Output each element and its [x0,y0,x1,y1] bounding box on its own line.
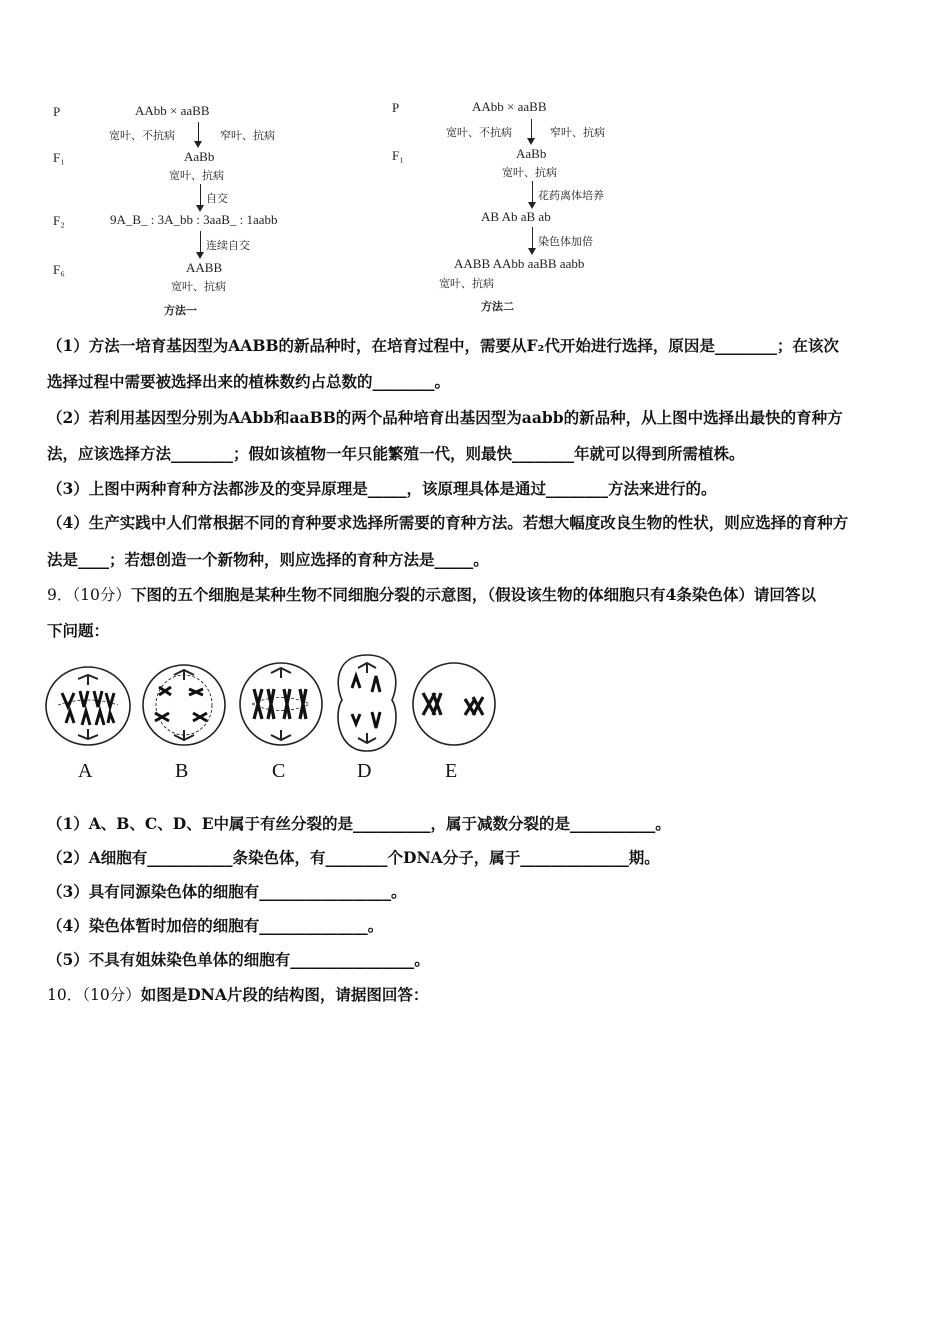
q8-part2-line1: （2）若利用基因型分别为AAbb和aaBB的两个品种培育出基因型为aabb的新品种，从上图中选择出最快的育种方 [47,408,843,427]
cell-c-figure [238,661,324,747]
q9-stem-line1 [47,585,816,605]
m1-arrow-2 [200,184,201,206]
m1-caption: 方法一 [164,305,197,317]
m1-arrow-1 [198,122,199,142]
q10-stem-text: 如图是DNA片段的结构图，请据图回答： [140,985,429,1004]
q9-stem-text: 下图的五个细胞是某种生物不同细胞分裂的示意图，（假设该生物的体细胞只有4条染色体）请回答以 [130,585,816,604]
m2-arrow-2 [532,181,533,203]
m1-f2-label: F₂ [53,213,65,228]
m2-caption: 方法二 [481,301,514,313]
q9-part2: （2）A细胞有___________条染色体，有________个DNA分子，属于______________期。 [47,848,660,867]
m2-arrow-1 [531,119,532,139]
q8-part4-line1: （4）生产实践中人们常根据不同的育种要求选择所需要的育种方法。若想大幅度改良生物的性状，则应选择的育种方 [47,513,849,532]
q8-part1-line2: 选择过程中需要被选择出来的植株数约占总数的________。 [47,372,451,391]
m1-p-label: P [53,104,61,119]
m1-arrow-3 [200,231,201,253]
m1-f1-geno: AaBb [184,149,215,164]
m2-arrow-3 [532,227,533,249]
m2-f1-trait: 宽叶、抗病 [502,167,557,179]
q9-part3: （3）具有同源染色体的细胞有_________________。 [47,882,407,901]
q9-part4: （4）染色体暂时加倍的细胞有______________。 [47,916,384,935]
m1-f6-trait: 宽叶、抗病 [171,281,226,293]
cell-e-figure [411,661,497,747]
q10-number: 10．（10分） [47,986,141,1004]
cell-c-label: C [272,760,286,782]
m2-p-label: P [392,100,400,115]
m2-f1-geno: AaBb [516,146,547,161]
cell-b-label: B [175,760,189,782]
q8-part3: （3）上图中两种育种方法都涉及的变异原理是_____，该原理具体是通过________方法来进行的。 [47,479,717,498]
m2-p-cross: AAbb × aaBB [472,99,547,114]
m1-f1-label: F₁ [53,150,65,165]
cell-a-figure [44,665,132,747]
m1-step-continuous-self: 连续自交 [206,240,250,252]
m2-gametes: AB Ab aB ab [481,209,551,224]
m1-step-self: 自交 [206,193,228,205]
m1-f2-ratio: 9A_B_ : 3A_bb : 3aaB_ : 1aabb [110,212,278,227]
cell-e-label: E [445,760,458,782]
cell-b-figure [141,663,227,747]
m1-f6-geno: AABB [186,260,223,275]
m1-f6-label: F₆ [53,262,65,277]
q8-part1-line1: （1）方法一培育基因型为AABB的新品种时，在培育过程中，需要从F₂代开始进行选择，原因是________；在该次 [47,336,839,355]
m2-offspring: AABB AAbb aaBB aabb [454,256,585,271]
q9-part5: （5）不具有姐妹染色单体的细胞有________________。 [47,950,430,969]
m2-step-double: 染色体加倍 [538,236,593,248]
q9-number: 9．（10分） [47,586,131,604]
m2-p-left-trait: 宽叶、不抗病 [446,127,512,139]
m1-p-right-trait: 窄叶、抗病 [220,130,275,142]
q10-stem [47,985,428,1005]
q9-stem-line2: 下问题： [47,621,110,640]
m2-step-anther-culture: 花药离体培养 [538,190,604,202]
m1-f1-trait: 宽叶、抗病 [169,170,224,182]
m2-offspring-trait: 宽叶、抗病 [439,278,494,290]
m2-f1-label: F₁ [392,148,404,163]
m1-p-cross: AAbb × aaBB [135,103,210,118]
cell-d-figure [332,652,402,754]
cell-a-label: A [78,760,93,782]
m1-p-left-trait: 宽叶、不抗病 [109,130,175,142]
m2-p-right-trait: 窄叶、抗病 [550,127,605,139]
q8-part2-line2: 法，应该选择方法________；假如该植物一年只能繁殖一代，则最快________年就可以得到所需植株。 [47,444,745,463]
q9-part1: （1）A、B、C、D、E中属于有丝分裂的是__________，属于减数分裂的是___________。 [47,814,671,833]
cell-d-label: D [357,760,372,782]
q8-part4-line2: 法是____；若想创造一个新物种，则应选择的育种方法是_____。 [47,550,489,569]
